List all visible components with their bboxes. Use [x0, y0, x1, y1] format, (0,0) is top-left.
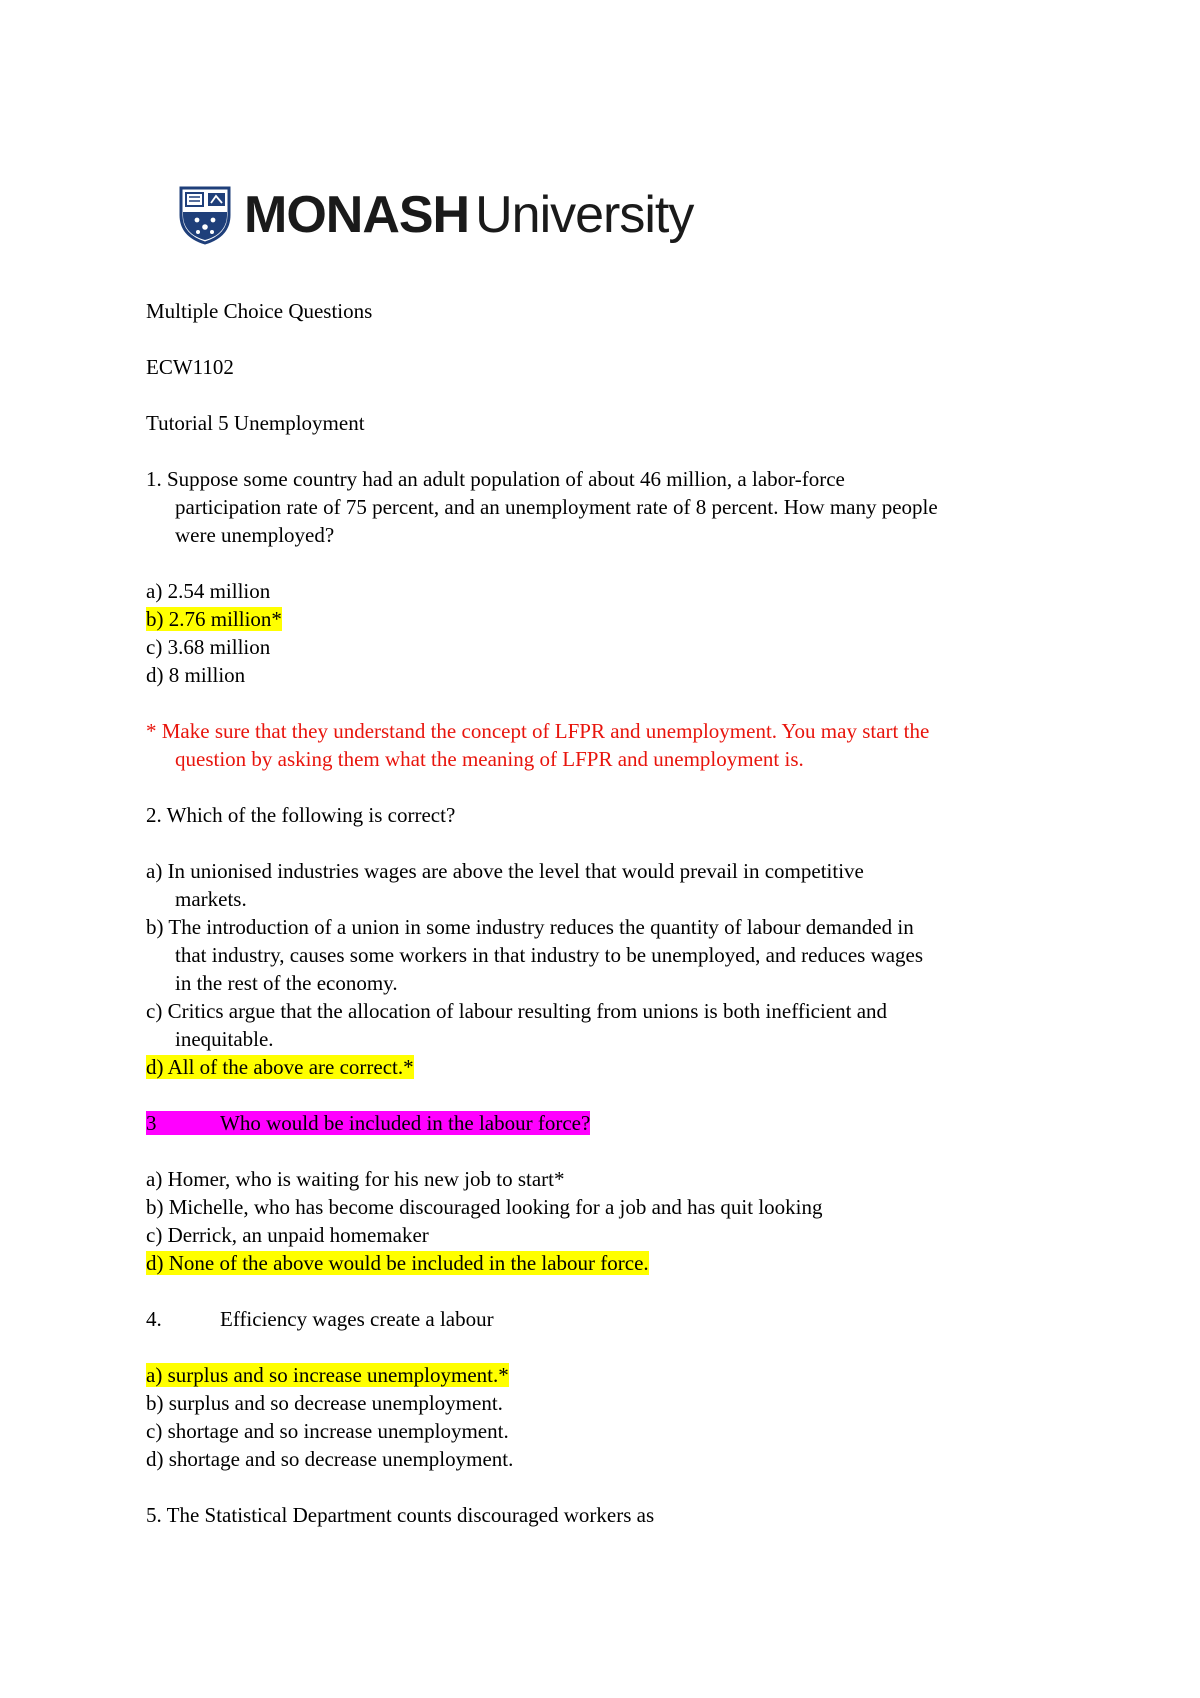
- q2-option-a-line-2: markets.: [175, 887, 247, 911]
- tutorial-topic: Tutorial 5 Unemployment: [146, 411, 365, 435]
- q2-option-b-line-3: in the rest of the economy.: [175, 971, 398, 995]
- course-code: ECW1102: [146, 355, 234, 379]
- q4-option-b: b) surplus and so decrease unemployment.: [146, 1391, 503, 1415]
- q3-option-d-highlighted: d) None of the above would be included in the labour force.: [146, 1251, 649, 1275]
- q2-option-c-line-2: inequitable.: [175, 1027, 274, 1051]
- monash-logo: [178, 185, 693, 245]
- q1-stem-line-1: 1. Suppose some country had an adult population of about 46 million, a labor-force: [146, 467, 845, 491]
- q1-option-a: a) 2.54 million: [146, 579, 271, 603]
- q2-option-b-line-2: that industry, causes some workers in that industry to be unemployed, and reduces wages: [175, 943, 924, 967]
- q1-stem-line-3: were unemployed?: [175, 523, 335, 547]
- q4-stem: Efficiency wages create a labour: [220, 1307, 494, 1331]
- q3-option-c: c) Derrick, an unpaid homemaker: [146, 1223, 429, 1247]
- q2-option-b-line-1: b) The introduction of a union in some industry reduces the quantity of labour demanded in: [146, 915, 914, 939]
- q5-stem: 5. The Statistical Department counts discouraged workers as: [146, 1503, 655, 1527]
- monash-wordmark: [244, 186, 694, 244]
- q1-tutor-note-line-2: question by asking them what the meaning of LFPR and unemployment is.: [175, 747, 804, 771]
- monash-crest-icon: [178, 185, 232, 245]
- q2-option-a-line-1: a) In unionised industries wages are above the level that would prevail in competitive: [146, 859, 864, 883]
- q1-option-b-correct: b) 2.76 million*: [146, 607, 282, 631]
- q3-stem: Who would be included in the labour force?: [220, 1111, 591, 1135]
- document-title: Multiple Choice Questions: [146, 299, 373, 323]
- q1-option-d: d) 8 million: [146, 663, 246, 687]
- q4-option-c: c) shortage and so increase unemployment.: [146, 1419, 509, 1443]
- q4-option-d: d) shortage and so decrease unemployment.: [146, 1447, 514, 1471]
- q3-number: 3: [146, 1111, 157, 1135]
- q1-stem-line-2: participation rate of 75 percent, and an unemployment rate of 8 percent. How many people: [175, 495, 938, 519]
- q1-option-c: c) 3.68 million: [146, 635, 271, 659]
- q3-option-b: b) Michelle, who has become discouraged looking for a job and has quit looking: [146, 1195, 823, 1219]
- q4-option-a-correct: a) surplus and so increase unemployment.*: [146, 1363, 509, 1387]
- q2-stem: 2. Which of the following is correct?: [146, 803, 456, 827]
- q4-number: 4.: [146, 1307, 162, 1331]
- brand-light: University: [475, 186, 694, 244]
- q3-option-a: a) Homer, who is waiting for his new job to start*: [146, 1167, 565, 1191]
- q1-tutor-note-line-1: * Make sure that they understand the concept of LFPR and unemployment. You may start the: [146, 719, 930, 743]
- q2-option-d-correct: d) All of the above are correct.*: [146, 1055, 414, 1079]
- brand-bold: MONASH: [244, 186, 470, 244]
- q3-stem-highlight: [146, 1111, 590, 1135]
- q2-option-c-line-1: c) Critics argue that the allocation of labour resulting from unions is both inefficient and: [146, 999, 888, 1023]
